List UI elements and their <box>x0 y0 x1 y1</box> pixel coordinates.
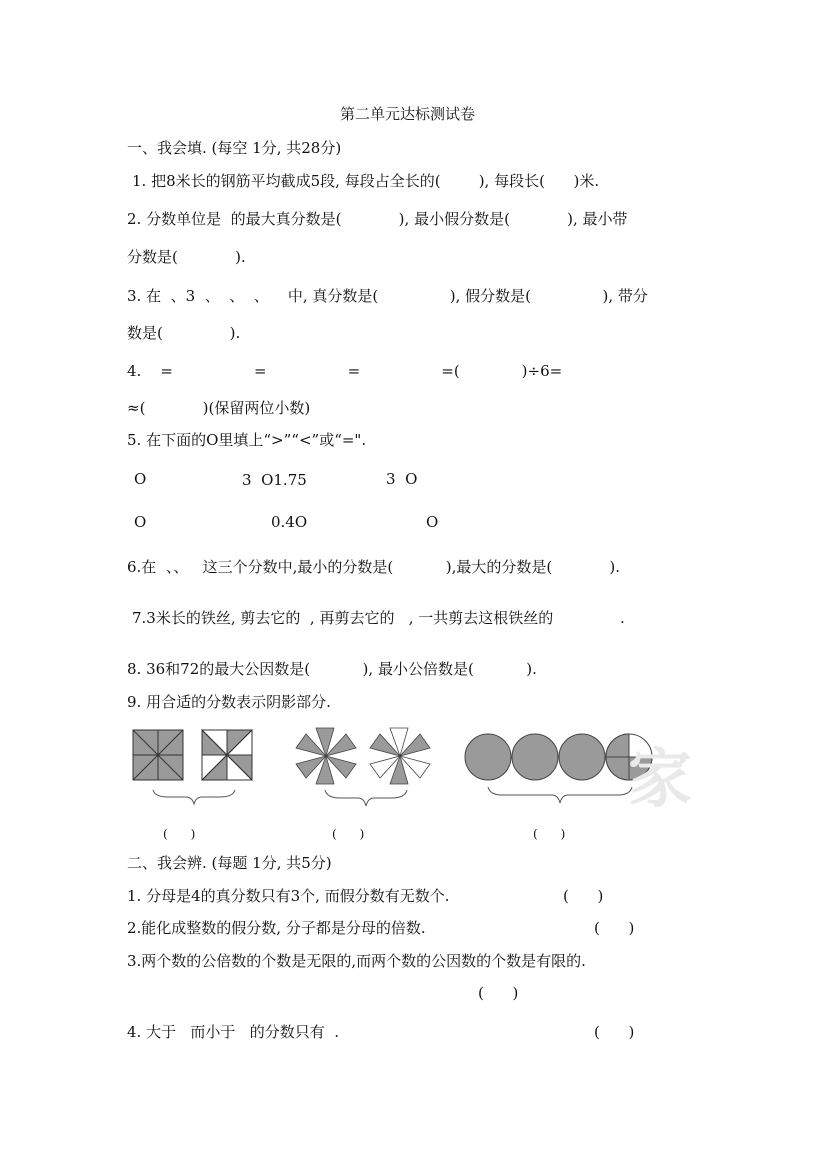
watermark: 家 <box>628 743 692 817</box>
question-3-line-2: 数是( ). <box>127 324 241 342</box>
compare-2-2: 0.4O <box>271 513 308 531</box>
judge-2-paren: ( ) <box>594 919 635 937</box>
section2-heading: 二、我会辨. (每题 1分, 共5分) <box>127 854 332 872</box>
judge-1-paren: ( ) <box>563 887 604 905</box>
page-title: 第二单元达标测试卷 <box>340 105 476 123</box>
question-4-line-1: 4. = = = =( )÷6= <box>127 362 563 380</box>
judge-2: 2.能化成整数的假分数, 分子都是分母的倍数. <box>127 919 426 937</box>
q9-answer-1: ( ) <box>163 827 196 841</box>
judge-1: 1. 分母是4的真分数只有3个, 而假分数有无数个. <box>127 887 450 905</box>
question-6: 6.在 、、 这三个分数中,最小的分数是( ),最大的分数是( ). <box>127 558 621 576</box>
figure-pinwheels <box>290 722 440 812</box>
q9-answer-2: ( ) <box>332 827 365 841</box>
judge-4: 4. 大于 而小于 的分数只有 . <box>127 1023 339 1041</box>
judge-3: 3.两个数的公倍数的个数是无限的,而两个数的公因数的个数是有限的. <box>127 952 586 970</box>
compare-1-1: O <box>134 470 147 488</box>
question-5: 5. 在下面的O里填上“>”“<”或“=". <box>127 431 367 449</box>
compare-1-2: 3 O1.75 <box>242 471 307 489</box>
figure-squares <box>128 725 263 810</box>
question-7: 7.3米长的铁丝, 剪去它的 , 再剪去它的 , 一共剪去这根铁丝的 . <box>132 609 625 627</box>
question-2-line-2: 分数是( ). <box>127 248 246 266</box>
question-4-line-2: ≈( )(保留两位小数) <box>127 399 311 417</box>
compare-2-3: O <box>426 513 439 531</box>
question-3-line-1: 3. 在 、3 、 、 、 中, 真分数是( ), 假分数是( ), 带分 <box>127 287 648 305</box>
compare-1-3: 3 O <box>386 470 418 488</box>
question-9: 9. 用合适的分数表示阴影部分. <box>127 693 331 711</box>
judge-4-paren: ( ) <box>594 1023 635 1041</box>
judge-3-paren: ( ) <box>478 984 519 1002</box>
section1-heading: 一、我会填. (每空 1分, 共28分) <box>127 139 342 157</box>
question-8: 8. 36和72的最大公因数是( ), 最小公倍数是( ). <box>127 660 537 678</box>
compare-2-1: O <box>134 513 147 531</box>
question-2-line-1: 2. 分数单位是 的最大真分数是( ), 最小假分数是( ), 最小带 <box>127 210 628 228</box>
q9-answer-3: ( ) <box>533 827 566 841</box>
question-1: 1. 把8米长的钢筋平均截成5段, 每段占全长的( ), 每段长( )米. <box>132 172 600 190</box>
